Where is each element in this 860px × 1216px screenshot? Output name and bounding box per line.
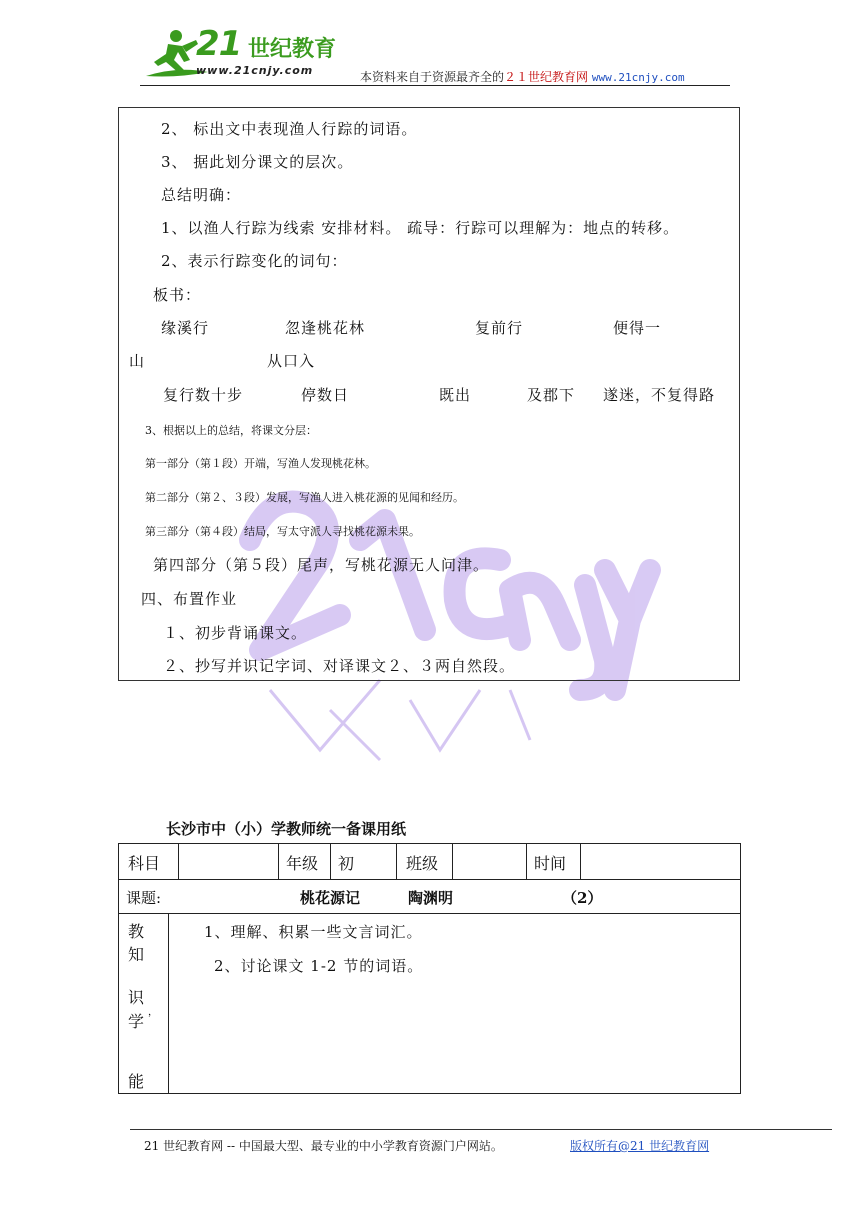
side-char: 能 xyxy=(128,1072,145,1091)
board-item: 山 xyxy=(129,352,146,370)
board-item: 忽逢桃花林 xyxy=(285,319,366,337)
part-line: 第四部分（第５段）尾声，写桃花源无人问津。 xyxy=(153,556,490,574)
topic-part: （2） xyxy=(562,889,603,907)
board-item: 复前行 xyxy=(475,319,524,337)
header-tagline xyxy=(360,68,685,85)
lesson-line-3: 总结明确： xyxy=(161,186,242,204)
board-item: 停数日 xyxy=(301,386,350,404)
part-line: 第二部分（第２、３段）发展，写渔人进入桃花源的见闻和经历。 xyxy=(145,491,464,504)
board-item: 缘溪行 xyxy=(161,319,210,337)
class-label: 班级 xyxy=(406,854,439,873)
homework-title: 四、布置作业 xyxy=(141,590,238,608)
subject-label: 科目 xyxy=(128,854,161,873)
footer-text: 21 世纪教育网 -- 中国最大型、最专业的中小学教育资源门户网站。 xyxy=(144,1139,503,1153)
board-item: 及郡下 xyxy=(527,386,576,404)
board-item: 复行数十步 xyxy=(163,386,244,404)
grade-field[interactable]: 初 xyxy=(338,854,355,873)
tagline-url-link[interactable]: www.21cnjy.com xyxy=(591,71,685,84)
grade-label: 年级 xyxy=(286,854,319,873)
topic-title: 桃花源记 xyxy=(300,889,361,907)
lesson-line-4: 1、以渔人行踪为线索 安排材料。 疏导：行踪可以理解为：地点的转移。 xyxy=(161,219,680,237)
homework-item: ２、抄写并识记字词、对译课文２、３两自然段。 xyxy=(163,657,516,675)
lesson-line-5: 2、表示行踪变化的词句： xyxy=(161,252,348,270)
form-title: 长沙市中（小）学教师统一备课用纸 xyxy=(166,820,407,838)
lesson-content-box xyxy=(118,107,740,681)
tagline-prefix: 本资料来自于资源最齐全的 xyxy=(360,70,505,84)
lesson-line-2: 3、 据此划分课文的层次。 xyxy=(161,153,354,171)
lesson-line-1: 2、 标出文中表现渔人行踪的词语。 xyxy=(161,120,418,138)
header-divider xyxy=(140,85,730,86)
goal-line: 1、理解、积累一些文言词汇。 xyxy=(204,923,423,941)
logo-name: 世纪教育 xyxy=(248,37,337,62)
part-line: 第三部分（第４段）结局，写太守派人寻找桃花源未果。 xyxy=(145,525,420,538)
division-intro: 3、根据以上的总结，将课文分层： xyxy=(145,424,317,437)
logo-number: 21 xyxy=(196,24,242,64)
goal-line: 2、讨论课文 1-2 节的词语。 xyxy=(214,957,424,975)
board-item: 既出 xyxy=(439,386,472,404)
time-label: 时间 xyxy=(534,854,567,873)
logo-url: www.21cnjy.com xyxy=(196,64,314,77)
board-label: 板书： xyxy=(153,286,202,304)
homework-item: １、初步背诵课文。 xyxy=(163,624,308,642)
board-item: 便得一 xyxy=(613,319,662,337)
board-item: 从口入 xyxy=(267,352,316,370)
side-char: 教 xyxy=(128,922,145,941)
footer-divider xyxy=(130,1129,832,1130)
board-item: 遂迷，不复得路 xyxy=(603,386,716,404)
topic-label: 课题: xyxy=(126,889,162,907)
part-line: 第一部分（第１段）开端，写渔人发现桃花林。 xyxy=(145,457,376,470)
tagline-site: ２１世纪教育网 xyxy=(504,70,589,84)
topic-author: 陶渊明 xyxy=(408,889,454,907)
side-char: 识 xyxy=(128,988,145,1007)
side-char: 学 xyxy=(128,1012,145,1031)
footer-copyright-link[interactable]: 版权所有@21 世纪教育网 xyxy=(570,1139,710,1153)
lesson-plan-form xyxy=(118,843,741,1094)
side-mark: ， xyxy=(148,1007,158,1018)
form-grid xyxy=(118,843,741,1094)
side-char: 知 xyxy=(128,945,145,964)
